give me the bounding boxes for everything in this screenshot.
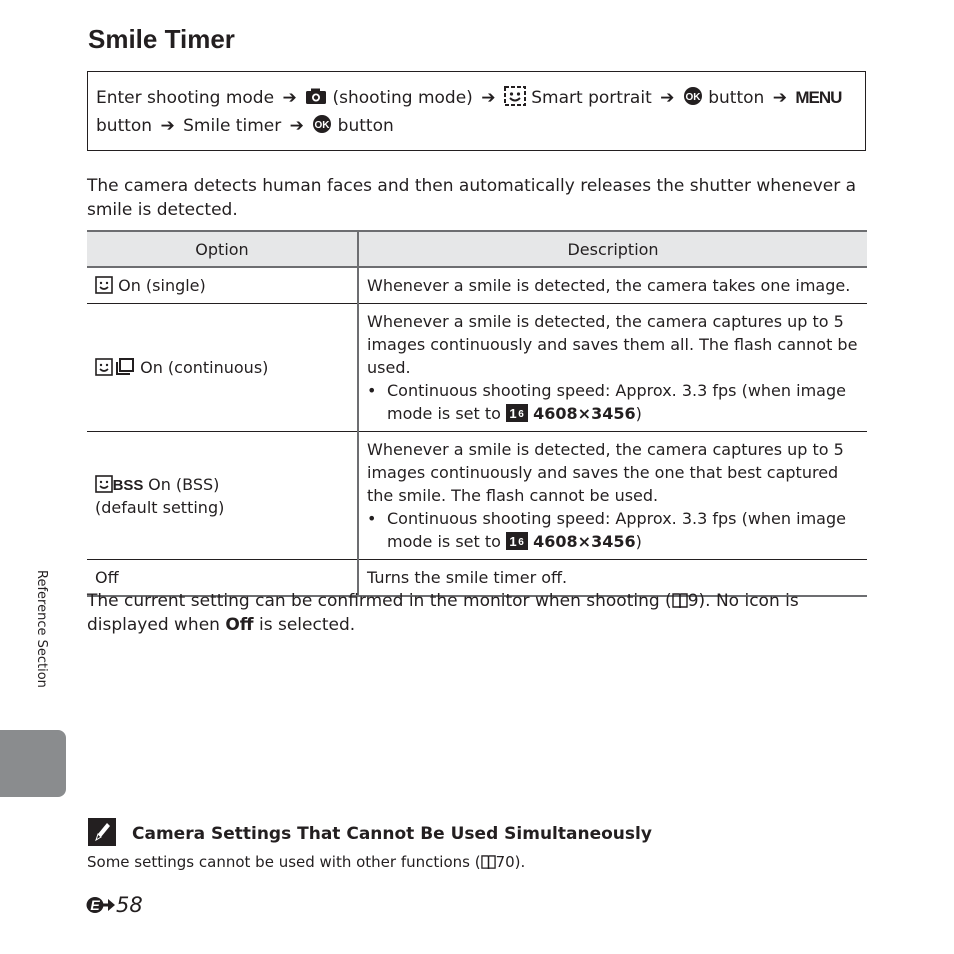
- image-mode-16m-icon: [506, 532, 528, 550]
- smile-timer-continuous-icon: [95, 358, 135, 376]
- arrow-right-icon: ➔: [289, 116, 304, 136]
- reference-section-e-icon: [86, 896, 116, 914]
- svg-text:E: E: [90, 897, 100, 913]
- svg-text:1: 1: [509, 534, 517, 549]
- svg-text:6: 6: [518, 537, 524, 548]
- menu-button-label: MENU: [795, 88, 842, 107]
- description-cell: Whenever a smile is detected, the camera takes one image.: [358, 267, 867, 304]
- bullet-text: Continuous shooting speed: Approx. 3.3 fps (when image mode is set to: [387, 381, 846, 423]
- description-text: Whenever a smile is detected, the camera captures up to 5 images continuously and saves the one that best captured the smile. The flash cannot be used.: [367, 440, 844, 505]
- svg-text:6: 6: [518, 409, 524, 420]
- nav-step-smile-timer: Smile timer: [183, 116, 282, 136]
- svg-text:1: 1: [509, 406, 517, 421]
- intro-paragraph: The camera detects human faces and then automatically releases the shutter whenever a smile is detected.: [87, 176, 857, 220]
- option-cell: [87, 267, 358, 304]
- smart-portrait-icon: [504, 86, 526, 106]
- arrow-right-icon: ➔: [772, 88, 787, 108]
- page-number: E 58: [86, 893, 143, 917]
- image-mode-value: 4608×3456: [533, 404, 636, 423]
- note-text: Some settings cannot be used with other functions ( 70).: [87, 853, 526, 871]
- image-mode-value: 4608×3456: [533, 532, 636, 551]
- nav-step-enter-shooting: Enter shooting mode: [96, 88, 275, 108]
- smile-timer-single-icon: [95, 276, 113, 294]
- arrow-right-icon: ➔: [160, 116, 175, 136]
- option-label: On (single): [118, 276, 206, 295]
- svg-text:OK: OK: [685, 92, 701, 103]
- svg-text:OK: OK: [314, 120, 330, 131]
- description-cell: [358, 432, 867, 560]
- nav-step-smart-portrait: Smart portrait: [531, 88, 652, 108]
- image-mode-16m-icon: [506, 404, 528, 422]
- column-header-description: Description: [358, 231, 867, 267]
- option-label: On (BSS): [148, 474, 220, 494]
- option-cell: [87, 304, 358, 432]
- arrow-right-icon: ➔: [282, 88, 297, 108]
- option-label: On (continuous): [140, 358, 269, 377]
- option-cell: Off: [87, 560, 358, 597]
- off-setting-label: Off: [225, 615, 254, 635]
- bullet-item: • Continuous shooting speed: Approx. 3.3 fps (when image mode is set to 1 6 4608×3456): [367, 381, 846, 423]
- nav-step-menu-button: button: [96, 116, 153, 136]
- table-row: [87, 304, 867, 432]
- menu-path-box: [87, 71, 866, 151]
- page-reference[interactable]: 70: [495, 853, 515, 871]
- svg-text:BSS: BSS: [112, 476, 143, 493]
- smile-timer-bss-icon: [95, 475, 143, 493]
- current-setting-paragraph: The current setting can be confirmed in the monitor when shooting ( 9). No icon is displayed when Off is selected.: [87, 591, 799, 635]
- description-text: Whenever a smile is detected, the camera captures up to 5 images continuously and saves them all. The flash cannot be used.: [367, 312, 858, 377]
- book-reference-icon: [672, 592, 688, 609]
- section-side-label: Reference Section: [34, 570, 49, 688]
- table-row: [87, 267, 867, 304]
- column-header-option: Option: [87, 231, 358, 267]
- ok-button-icon: [312, 114, 332, 134]
- book-reference-icon: [481, 854, 496, 870]
- ok-button-icon: [683, 86, 703, 106]
- arrow-right-icon: ➔: [481, 88, 496, 108]
- options-table: [87, 230, 867, 597]
- page-reference[interactable]: 9: [687, 591, 699, 611]
- section-tab: [0, 730, 66, 797]
- page-title: Smile Timer: [88, 24, 235, 54]
- table-header-row: [87, 231, 867, 267]
- option-cell: [87, 432, 358, 560]
- arrow-right-icon: ➔: [660, 88, 675, 108]
- table-row: [87, 432, 867, 560]
- bullet-item: • Continuous shooting speed: Approx. 3.3 fps (when image mode is set to 1 6 4608×3456): [367, 509, 846, 551]
- nav-step-ok-button-final: button: [337, 116, 394, 136]
- description-cell: [358, 304, 867, 432]
- option-label-default: (default setting): [95, 497, 225, 517]
- bullet-text: Continuous shooting speed: Approx. 3.3 fps (when image mode is set to: [387, 509, 846, 551]
- description-cell: Turns the smile timer off.: [358, 560, 867, 597]
- camera-icon: [305, 88, 327, 105]
- note-title: Camera Settings That Cannot Be Used Simultaneously: [132, 824, 652, 844]
- nav-step-ok-button: button: [708, 88, 765, 108]
- pencil-note-icon: [88, 818, 116, 850]
- nav-step-shooting-mode: (shooting mode): [332, 88, 473, 108]
